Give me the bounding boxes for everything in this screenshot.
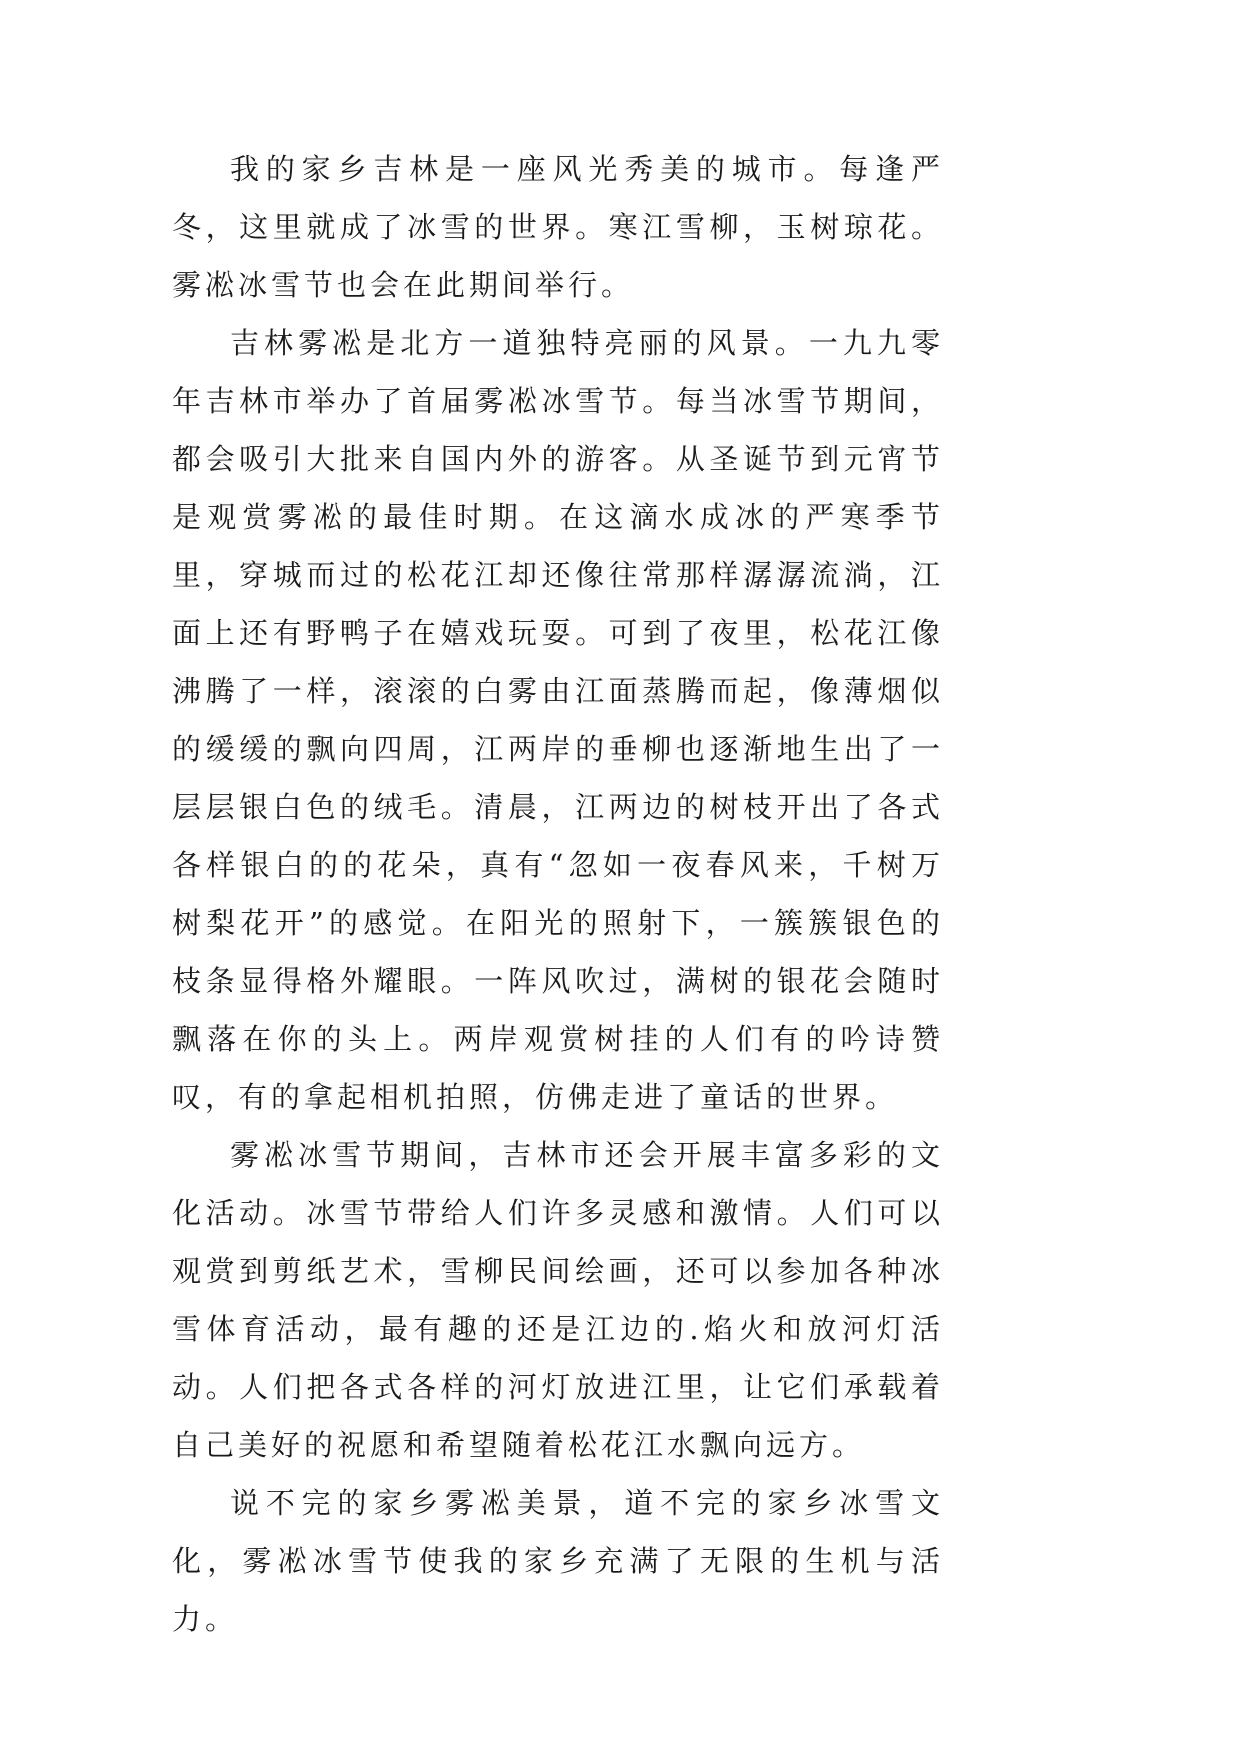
- paragraph-conclusion: 说不完的家乡雾凇美景，道不完的家乡冰雪文化，雾凇冰雪节使我的家乡充满了无限的生机与活力。: [172, 1486, 944, 1636]
- document-body: [172, 140, 944, 1648]
- paragraph-rime-scenery: 吉林雾凇是北方一道独特亮丽的风景。一九九零年吉林市举办了首届雾凇冰雪节。每当冰雪节期间，都会吸引大批来自国内外的游客。从圣诞节到元宵节是观赏雾凇的最佳时期。在这滴水成冰的严寒季节里，穿城而过的松花江却还像往常那样潺潺流淌，江面上还有野鸭子在嬉戏玩耍。可到了夜里，松花江像沸腾了一样，滚滚的白雾由江面蒸腾而起，像薄烟似的缓缓的飘向四周，江两岸的垂柳也逐渐地生出了一层层银白色的绒毛。清晨，江两边的树枝开出了各式各样银白的的花朵，真有“忽如一夜春风来，千树万树梨花开”的感觉。在阳光的照射下，一簇簇银色的枝条显得格外耀眼。一阵风吹过，满树的银花会随时飘落在你的头上。两岸观赏树挂的人们有的吟诗赞叹，有的拿起相机拍照，仿佛走进了童话的世界。: [172, 326, 944, 1114]
- paragraph-festival-activities: 雾凇冰雪节期间，吉林市还会开展丰富多彩的文化活动。冰雪节带给人们许多灵感和激情。人们可以观赏到剪纸艺术，雪柳民间绘画，还可以参加各种冰雪体育活动，最有趣的还是江边的.焰火和放河灯活动。人们把各式各样的河灯放进江里，让它们承载着自己美好的祝愿和希望随着松花江水飘向远方。: [172, 1138, 944, 1462]
- paragraph-intro: 我的家乡吉林是一座风光秀美的城市。每逢严冬，这里就成了冰雪的世界。寒江雪柳，玉树琼花。雾凇冰雪节也会在此期间举行。: [172, 152, 944, 302]
